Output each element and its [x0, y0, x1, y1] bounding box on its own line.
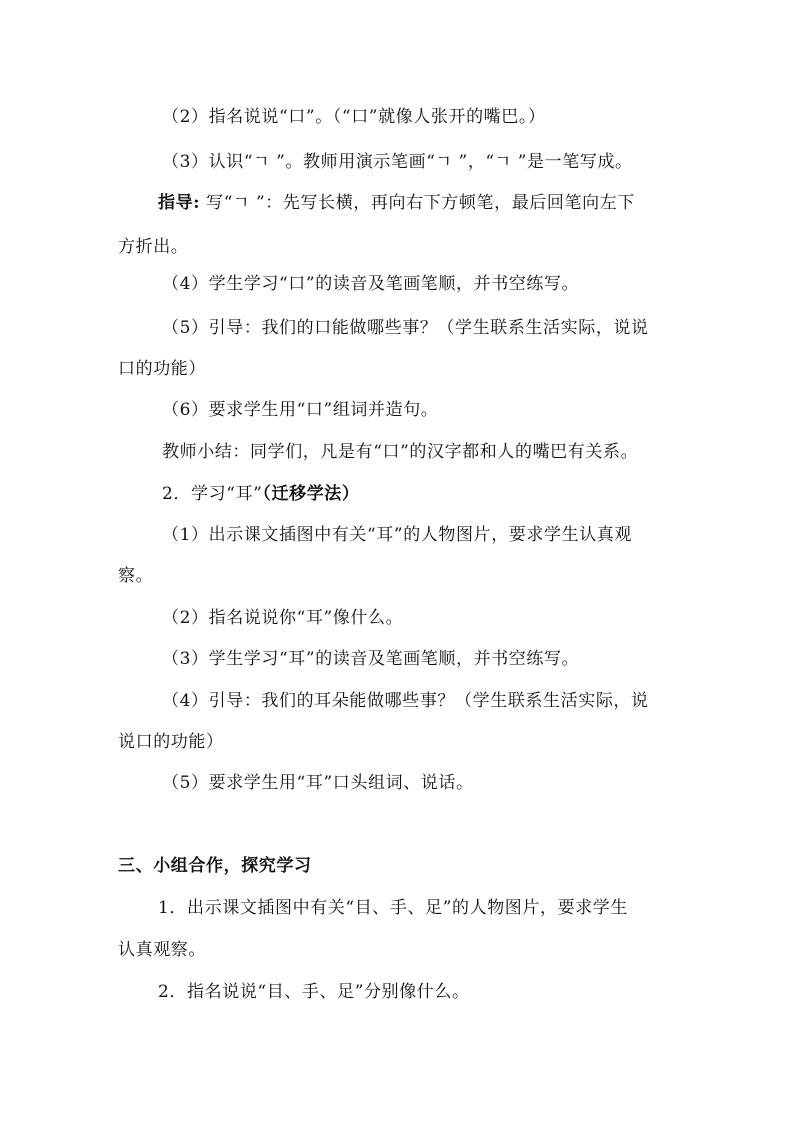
- text: 1．出示课文插图中有关“目、手、足”的人物图片，要求学生: [158, 898, 628, 918]
- guide-label: 指导:: [158, 193, 201, 213]
- paragraph-5-ear-words: [162, 772, 474, 794]
- paragraph-guide: [158, 192, 635, 214]
- text: （4）学生学习“口”的读音及笔画笔顺，并书空练写。: [162, 274, 580, 294]
- text: （5）要求学生用“耳”口头组词、说话。: [162, 773, 474, 793]
- step-2-describe: [158, 981, 470, 1003]
- paragraph-5-cont: [118, 358, 206, 380]
- method-label: （迁移学法）: [262, 484, 360, 504]
- text: （6）要求学生用“口”组词并造句。: [162, 400, 439, 420]
- text: （5）引导：我们的口能做哪些事？（学生联系生活实际，说说: [162, 318, 649, 338]
- text: 2．学习“耳”: [162, 484, 263, 504]
- paragraph-1-cont: [118, 565, 153, 587]
- text: 说口的功能）: [118, 732, 224, 752]
- text: 方折出。: [118, 237, 189, 257]
- step-1-cont: [118, 939, 206, 961]
- text: （3）认识“ㄱ ”。教师用演示笔画“ㄱ ”，“ㄱ ”是一笔写成。: [162, 152, 633, 172]
- text: 认真观察。: [118, 940, 206, 960]
- text: （1）出示课文插图中有关“耳”的人物图片，要求学生认真观: [162, 525, 632, 545]
- paragraph-2-ear: [162, 607, 403, 629]
- paragraph-5-guide-mouth: [162, 317, 649, 339]
- section-2-learn-ear: [162, 483, 360, 505]
- paragraph-4-learn-mouth: [162, 273, 579, 295]
- paragraph-6-words: [162, 399, 438, 421]
- text: 察。: [118, 566, 154, 586]
- text: （4）引导：我们的耳朵能做哪些事？（学生联系生活实际，说: [162, 691, 649, 711]
- text: （3）学生学习“耳”的读音及笔画笔顺，并书空练写。: [162, 649, 580, 669]
- paragraph-guide-cont: [118, 236, 188, 258]
- text: 写“ㄱ ”：先写长横，再向右下方顿笔，最后回笔向左下: [206, 193, 635, 213]
- paragraph-4-cont: [118, 731, 224, 753]
- section-heading-3: [118, 855, 312, 877]
- paragraph-3-stroke: [162, 151, 633, 173]
- paragraph-4-guide-ear: [162, 690, 649, 712]
- paragraph-2-point-mouth: [162, 106, 546, 128]
- heading-text: 三、小组合作，探究学习: [118, 856, 312, 876]
- paragraph-3-learn-ear: [162, 648, 579, 670]
- text: （2）指名说说你“耳”像什么。: [162, 608, 404, 628]
- teacher-summary: [162, 441, 638, 463]
- paragraph-1-show-ear: [162, 524, 632, 546]
- text: 2．指名说说“目、手、足”分别像什么。: [158, 982, 470, 1002]
- text: （2）指名说说“口”。（“口”就像人张开的嘴巴。）: [162, 107, 546, 127]
- step-1-show-pictures: [158, 897, 628, 919]
- text: 口的功能）: [118, 359, 206, 379]
- text: 教师小结：同学们，凡是有“口”的汉字都和人的嘴巴有关系。: [162, 442, 639, 462]
